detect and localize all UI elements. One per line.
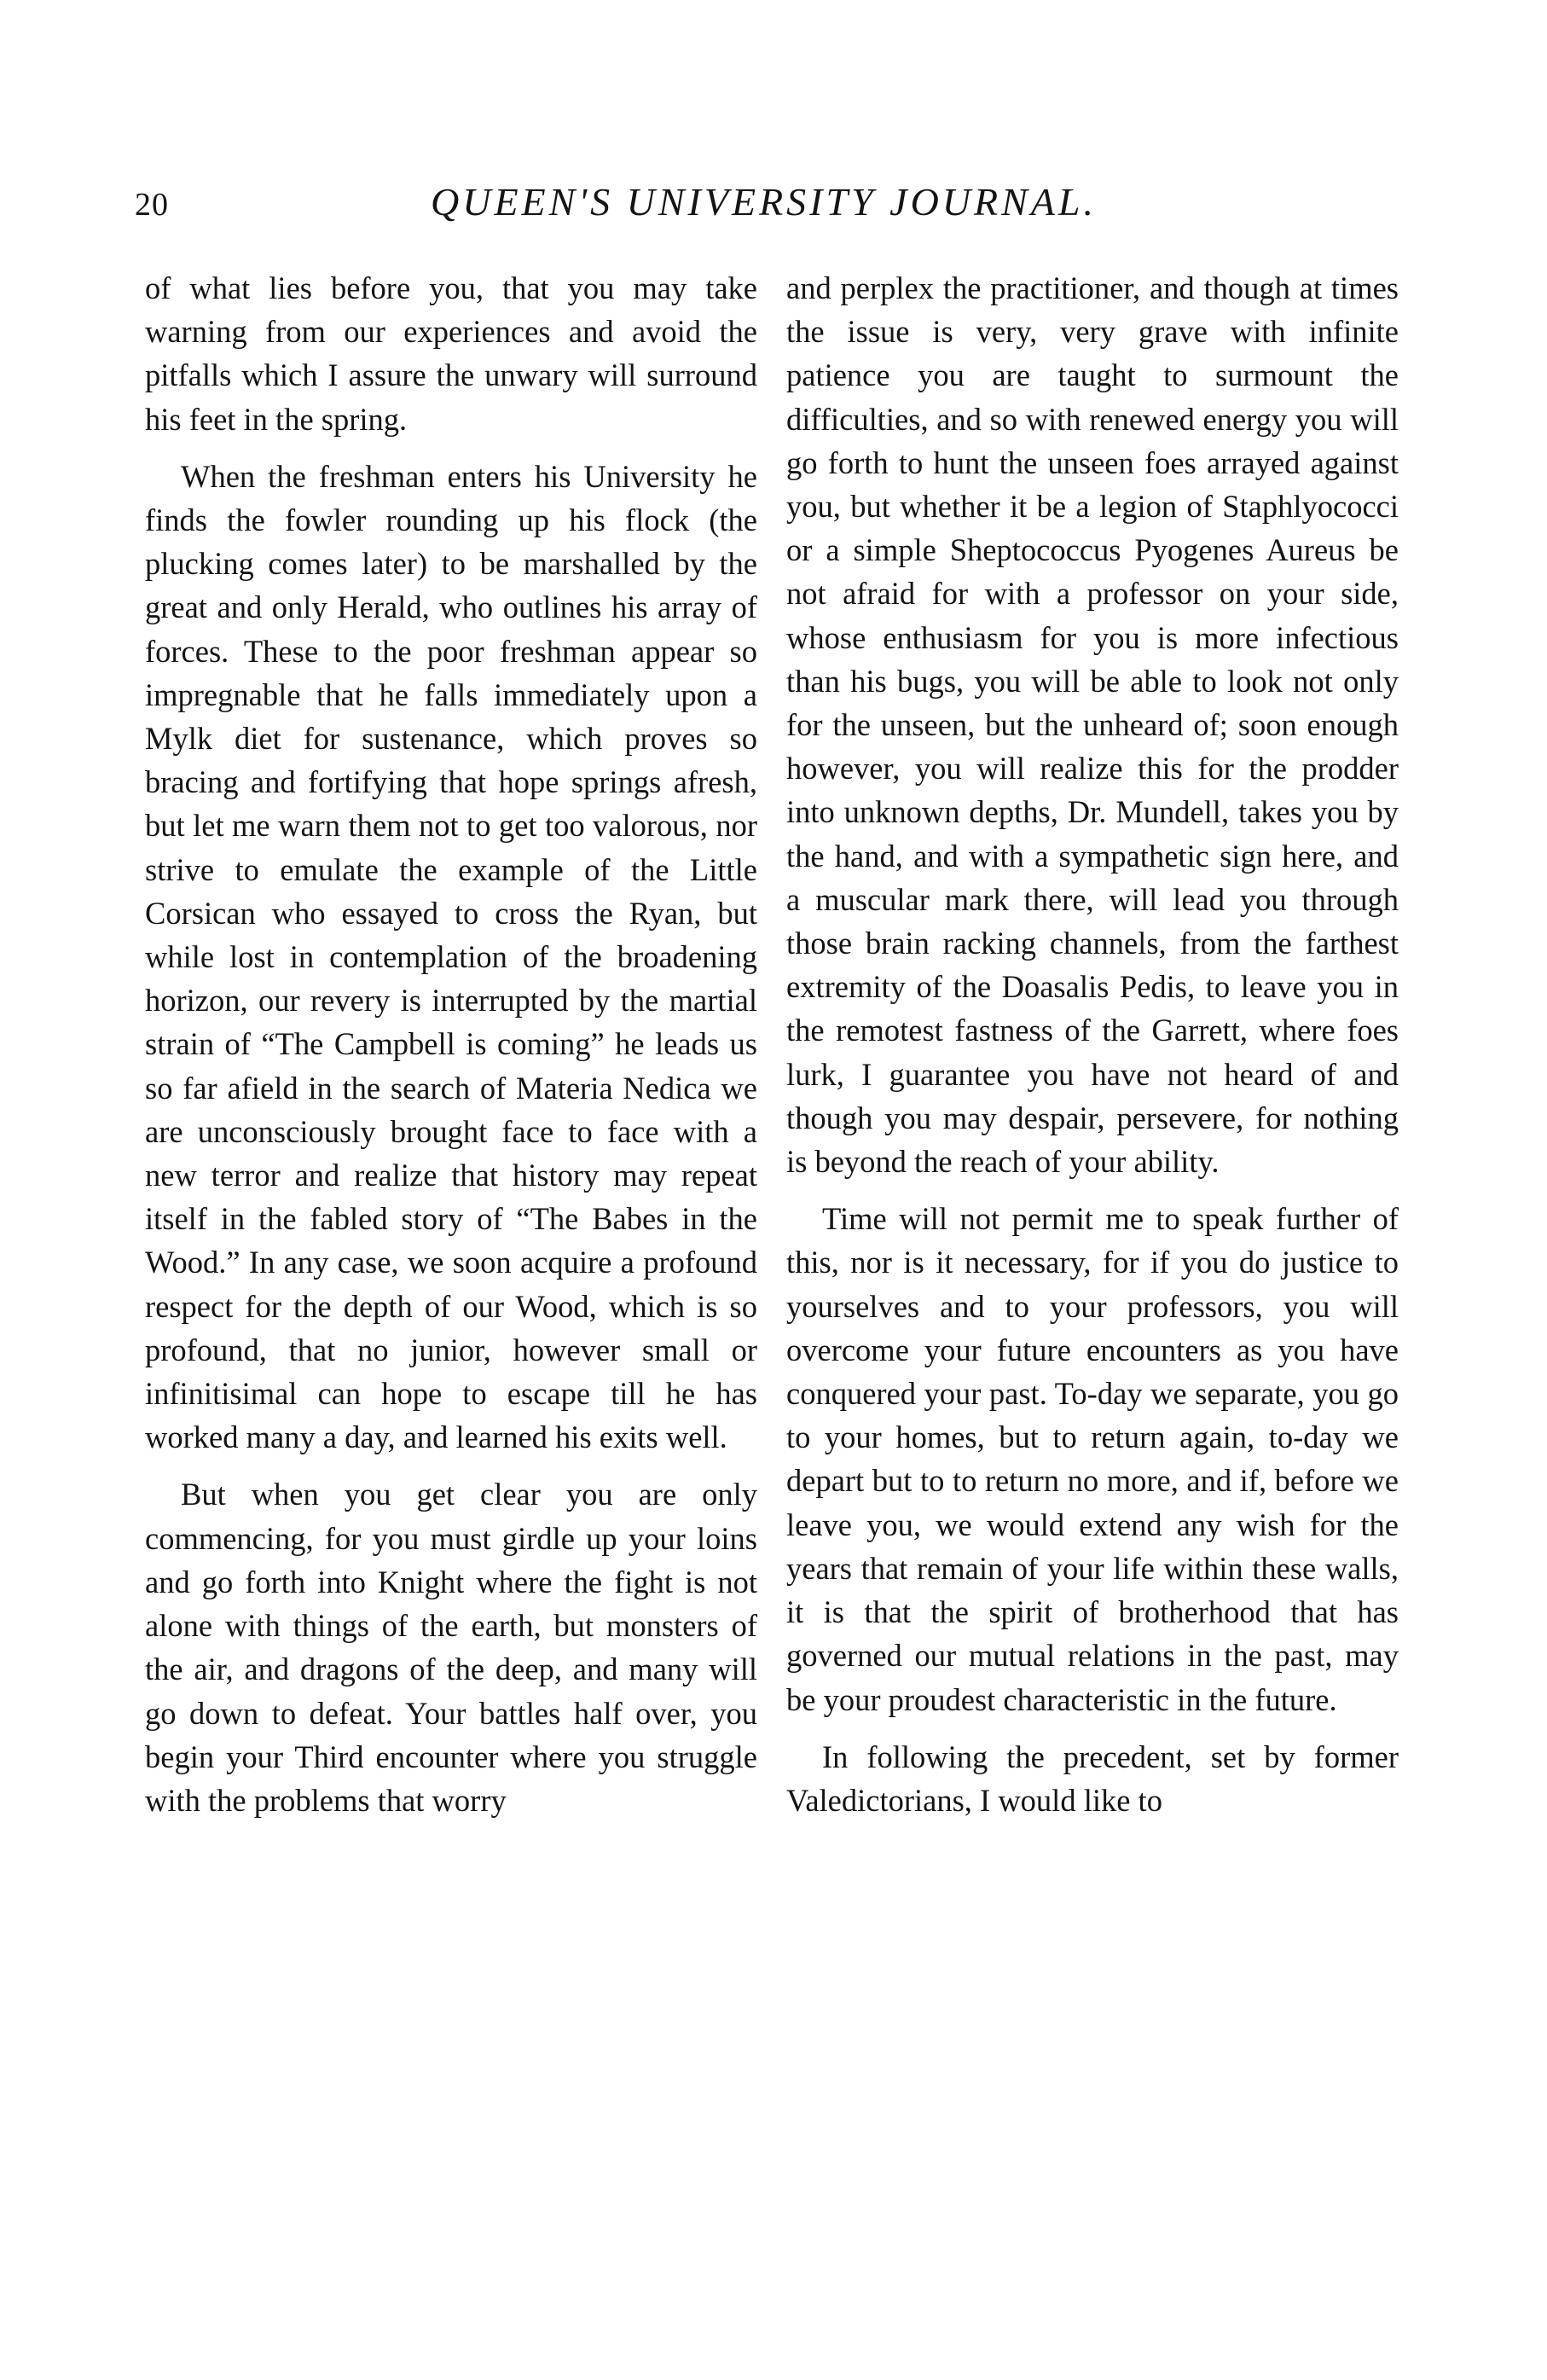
- paragraph: When the freshman enters his University he finds the fowler rounding up his flock (the plucking comes later) to be marshalled by the great and only Herald, who outlines his array of forces. These to the poor freshman appear so impregnable that he falls immediately upon a Mylk diet for sustenance, which proves so bracing and fortifying that hope springs afresh, but let me warn them not to get too valorous, nor strive to emulate the example of the Little Corsican who essayed to cross the Ryan, but while lost in contemplation of the broadening horizon, our revery is interrupted by the martial strain of “The Campbell is coming” he leads us so far afield in the search of Materia Nedica we are unconsciously brought face to face with a new terror and realize that history may repeat itself in the fabled story of “The Babes in the Wood.” In any case, we soon acquire a profound respect for the depth of our Wood, which is so profound, that no junior, however small or infinitisimal can hope to escape till he has worked many a day, and learned his exits well.: [145, 458, 757, 1455]
- paragraph: of what lies before you, that you may take warning from our experiences and avoid the pitfalls which I assure the unwary will surround his feet in the spring.: [145, 270, 757, 437]
- paragraph: and perplex the practitioner, and though at times the issue is very, very grave with infinite patience you are taught to surmount the difficulties, and so with renewed energy you will go forth to hunt the unseen foes arrayed against you, but whether it be a legion of Staphlyococci or a simple Sheptococcus Pyogenes Aureus be not afraid for with a professor on your side, whose enthusiasm for you is more infectious than his bugs, you will be able to look not only for the unseen, but the unheard of; soon enough however, you will realize this for the prodder into unknown depths, Dr. Mundell, takes you by the hand, and with a sympathetic sign here, and a muscular mark there, will lead you through those brain racking channels, from the farthest extremity of the Doasalis Pedis, to leave you in the remotest fastness of the Garrett, where foes lurk, I guarantee you have not heard of and though you may despair, persevere, for nothing is beyond the reach of your ability.: [786, 270, 1399, 1180]
- paragraph: In following the precedent, set by former Valedictorians, I would like to: [786, 1739, 1399, 1818]
- paragraph: But when you get clear you are only commencing, for you must girdle up your loins and go forth into Knight where the fight is not alone with things of the earth, but monsters of the air, and dragons of the deep, and many will go down to defeat. Your battles half over, you begin your Third encounter where you struggle with the problems that worry: [145, 1477, 757, 1818]
- right-column: [786, 266, 1399, 1836]
- left-column: [145, 266, 757, 1836]
- paragraph: Time will not permit me to speak further of this, nor is it necessary, for if you do justice to yourselves and to your professors, you will overcome your future encounters as you have conquered your past. To-day we separate, you go to your homes, but to return again, to-day we depart but to to return no more, and if, before we leave you, we would extend any wish for the years that remain of your life within these walls, it is that the spirit of brotherhood that has governed our mutual relations in the past, may be your proudest characteristic in the future.: [786, 1201, 1399, 1717]
- running-title: QUEEN'S UNIVERSITY JOURNAL.: [431, 180, 1097, 223]
- page-number: 20: [135, 187, 169, 223]
